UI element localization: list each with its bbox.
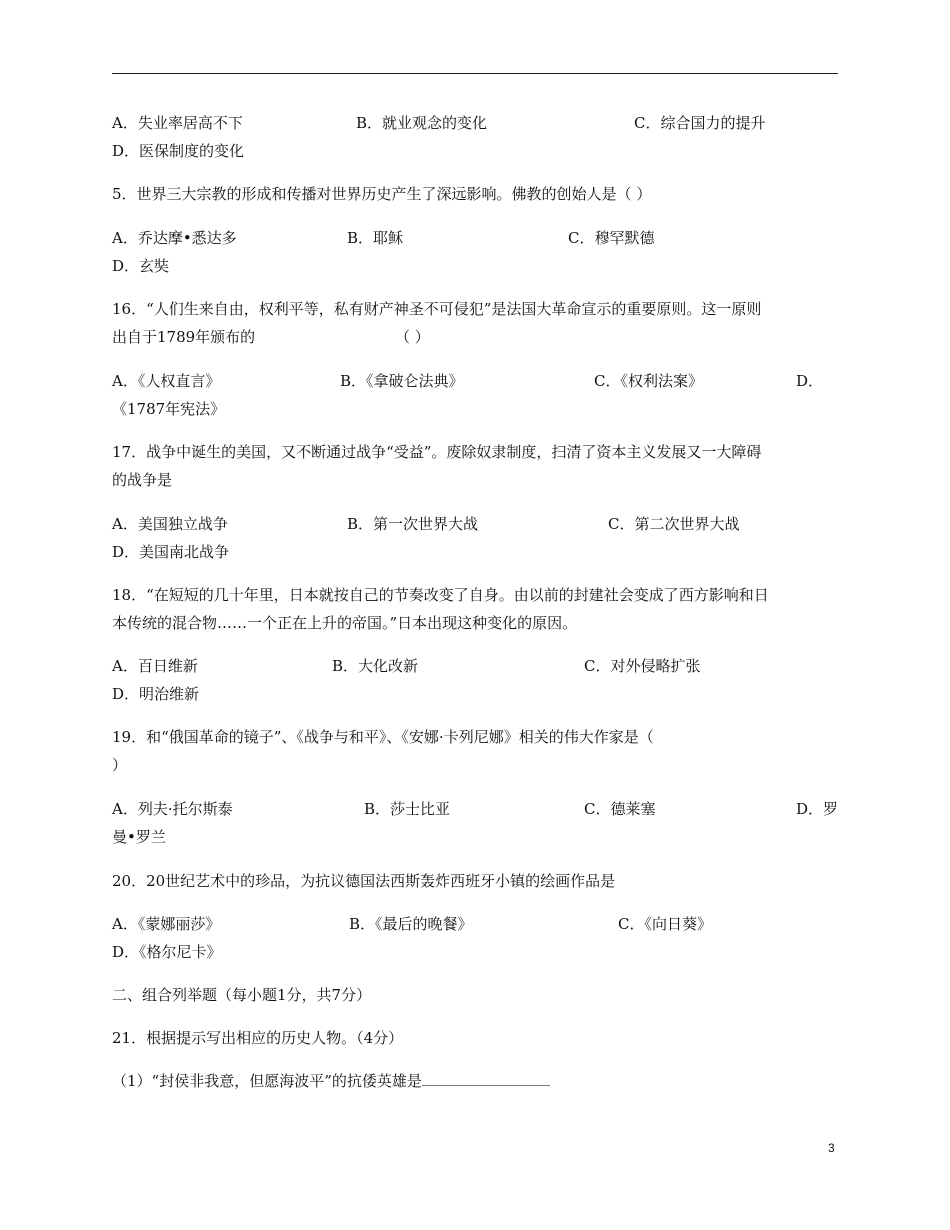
answer-blank[interactable] — [422, 1071, 550, 1086]
q4-option-d: D．医保制度的变化 — [112, 142, 245, 160]
q17-option-d: D．美国南北战争 — [112, 543, 230, 561]
q19-option-c: C．德莱塞 — [584, 800, 656, 818]
q4-option-b: B．就业观念的变化 — [356, 114, 488, 132]
q19-option-d-label: D．罗 — [796, 800, 839, 818]
q4-option-c: C．综合国力的提升 — [634, 114, 766, 132]
header-rule — [112, 73, 838, 74]
q19-stem-line2: ） — [112, 756, 128, 774]
q20-option-c: C．《向日葵》 — [618, 915, 712, 933]
q18-option-b: B．大化改新 — [332, 657, 419, 675]
q15-option-d: D．玄奘 — [112, 257, 170, 275]
q17-option-c: C．第二次世界大战 — [608, 515, 740, 533]
q17-stem-line1: 17．战争中诞生的美国，又不断通过战争“受益”。废除奴隶制度，扫清了资本主义发展又一大障碍 — [112, 443, 762, 461]
page-number: 3 — [828, 1141, 835, 1155]
q19-option-a: A．列夫·托尔斯泰 — [112, 800, 233, 818]
q15-option-a: A．乔达摩•悉达多 — [112, 229, 237, 247]
q21-part1 — [112, 1071, 550, 1091]
q16-option-b: B．《拿破仑法典》 — [340, 372, 464, 390]
q15-option-c: C．穆罕默德 — [568, 229, 655, 247]
q16-option-a: A．《人权直言》 — [112, 372, 221, 390]
q18-option-a: A．百日维新 — [112, 657, 198, 675]
q17-option-a: A．美国独立战争 — [112, 515, 228, 533]
q16-option-d-text: 《1787年宪法》 — [112, 400, 226, 418]
q20-option-d: D．《格尔尼卡》 — [112, 943, 222, 961]
q20-stem: 20．20世纪艺术中的珍品，为抗议德国法西斯轰炸西班牙小镇的绘画作品是 — [112, 872, 616, 890]
section2-heading: 二、组合列举题（每小题1分，共7分） — [112, 986, 372, 1004]
q19-option-d-text: 曼•罗兰 — [112, 828, 166, 846]
q18-option-c: C．对外侵略扩张 — [584, 657, 701, 675]
q16-option-d-label: D． — [796, 372, 824, 390]
q19-stem-line1: 19．和“俄国革命的镜子”、《战争与和平》、《安娜·卡列尼娜》相关的伟大作家是（ — [112, 728, 654, 746]
q20-option-a: A．《蒙娜丽莎》 — [112, 915, 221, 933]
q16-stem-line2: 出自于1789年颁布的 — [112, 328, 256, 346]
q20-option-b: B．《最后的晚餐》 — [349, 915, 473, 933]
q17-option-b: B．第一次世界大战 — [347, 515, 479, 533]
q17-stem-line2: 的战争是 — [112, 471, 173, 489]
q19-option-b: B．莎士比亚 — [364, 800, 451, 818]
q16-answer-paren: （ ） — [395, 328, 430, 346]
q16-stem-line1: 16．“人们生来自由，权利平等，私有财产神圣不可侵犯”是法国大革命宣示的重要原则。这一原则 — [112, 300, 762, 318]
q15-option-b: B．耶稣 — [347, 229, 404, 247]
q4-option-a: A．失业率居高不下 — [112, 114, 243, 132]
q21-stem: 21．根据提示写出相应的历史人物。（4分） — [112, 1029, 404, 1047]
q15-stem: 5．世界三大宗教的形成和传播对世界历史产生了深远影响。佛教的创始人是（ ） — [112, 185, 652, 203]
q18-stem-line2: 本传统的混合物……一个正在上升的帝国。”日本出现这种变化的原因。 — [112, 614, 578, 632]
q18-stem-line1: 18．“在短短的几十年里，日本就按自己的节奏改变了自身。由以前的封建社会变成了西方影响和日 — [112, 586, 769, 604]
q18-option-d: D．明治维新 — [112, 685, 200, 703]
q21-part1-text: （1）“封侯非我意，但愿海波平”的抗倭英雄是 — [112, 1072, 422, 1090]
q16-option-c: C．《权利法案》 — [594, 372, 703, 390]
